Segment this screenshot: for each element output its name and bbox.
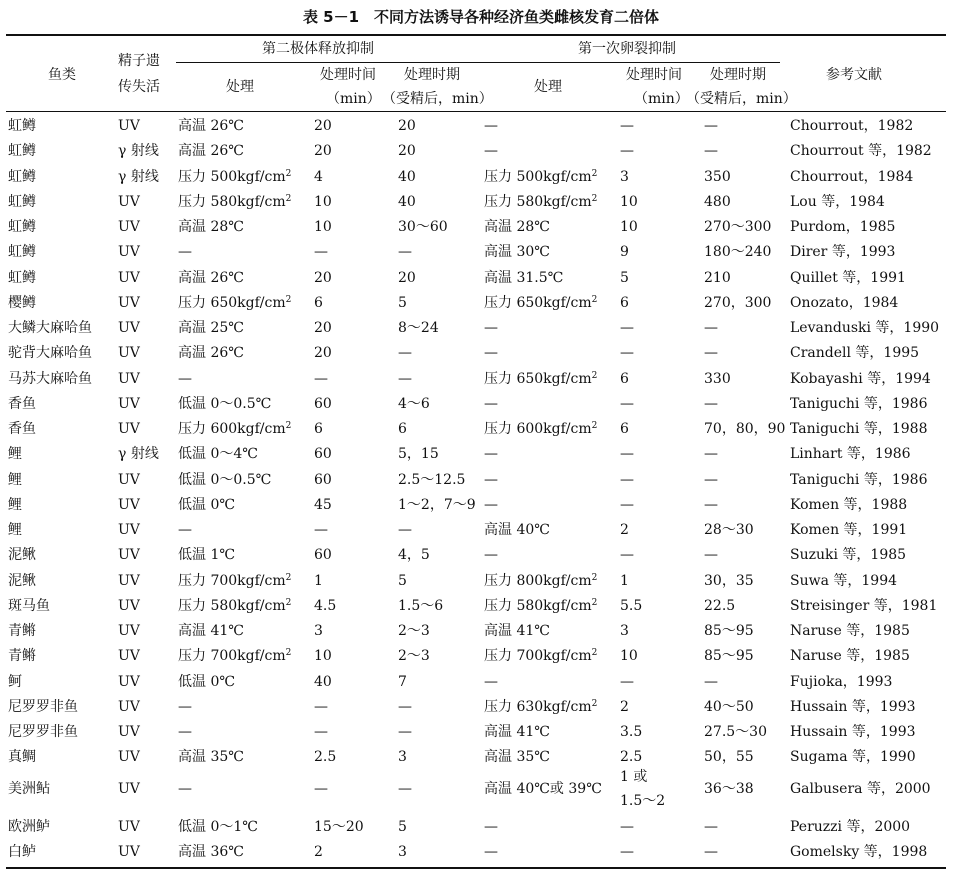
cell-reference: Peruzzi 等，2000 — [790, 819, 911, 835]
cell-treatment-1: 低温 0℃ — [178, 496, 236, 513]
cell-duration-1: 15～20 — [314, 819, 364, 835]
cell-timing-1: 2～3 — [398, 623, 430, 639]
cell-timing-1: 30～60 — [398, 219, 448, 235]
cell-treatment-2: 高温 35℃ — [484, 749, 550, 766]
cell-duration-1: — — [314, 522, 328, 538]
cell-sperm: UV — [118, 547, 140, 564]
cell-sperm: UV — [118, 118, 140, 134]
cell-treatment-1: 高温 26℃ — [178, 269, 244, 286]
cell-duration-2: — — [620, 345, 634, 362]
cell-duration-2: 2 — [620, 698, 629, 715]
cell-sperm: UV — [118, 244, 140, 261]
cell-reference: Hussain 等，1993 — [790, 724, 916, 740]
cell-duration-2: 10 — [620, 648, 638, 665]
cell-reference: Fujioka，1993 — [790, 673, 893, 690]
cell-timing-1: 4～6 — [398, 395, 430, 412]
cell-sperm: UV — [118, 421, 140, 437]
cell-fish: 虹鳟 — [8, 193, 36, 210]
cell-duration-1: 60 — [314, 471, 332, 488]
header-group-first-cleavage: 第一次卵裂抑制 — [578, 41, 676, 57]
cell-reference: Kobayashi 等，1994 — [790, 370, 931, 387]
cell-treatment-1: 压力 $700kgf/cm^2$ — [178, 648, 292, 665]
cell-reference: Naruse 等，1985 — [790, 648, 910, 665]
cell-timing-1: 40 — [398, 168, 416, 185]
cell-sperm: UV — [118, 572, 140, 589]
cell-duration-2-line2: 1.5～2 — [620, 793, 666, 809]
cell-fish: 泥鳅 — [8, 572, 36, 589]
cell-fish: 鲄 — [8, 673, 22, 690]
cell-duration-2: 2 — [620, 522, 629, 538]
cell-treatment-2: 压力 $630kgf/cm^2$ — [484, 698, 598, 715]
cell-fish: 虹鳟 — [8, 244, 36, 261]
cell-reference: Gomelsky 等，1998 — [790, 844, 928, 860]
cell-duration-1: 40 — [314, 673, 332, 690]
cell-timing-1: — — [398, 244, 412, 261]
cell-timing-1: 5 — [398, 294, 407, 311]
cell-treatment-2: 高温 41℃ — [484, 623, 550, 639]
cell-treatment-1: 高温 35℃ — [178, 749, 244, 766]
cell-reference: Lou 等，1984 — [790, 193, 885, 210]
cell-timing-2: — — [704, 547, 718, 564]
cell-sperm: UV — [118, 522, 140, 538]
cell-duration-1: 60 — [314, 395, 332, 412]
cell-duration-1: 6 — [314, 294, 323, 311]
header-timing-2-line2: （受精后，min） — [686, 91, 797, 107]
cell-sperm: UV — [118, 597, 140, 614]
cell-timing-1: — — [398, 345, 412, 362]
cell-treatment-1: 高温 41℃ — [178, 623, 244, 639]
cell-timing-1: — — [398, 724, 412, 740]
cell-fish: 尼罗罗非鱼 — [8, 698, 78, 715]
cell-sperm: UV — [118, 673, 140, 690]
cell-fish: 斑马鱼 — [8, 597, 50, 614]
cell-duration-1: 4 — [314, 168, 323, 185]
cell-fish: 尼罗罗非鱼 — [8, 724, 78, 740]
cell-timing-2: — — [704, 471, 718, 488]
cell-reference: Crandell 等，1995 — [790, 345, 920, 362]
cell-reference: Hussain 等，1993 — [790, 698, 916, 715]
cell-treatment-1: 低温 0～0.5℃ — [178, 471, 272, 488]
cell-sperm: UV — [118, 623, 140, 639]
cell-duration-2: 10 — [620, 193, 638, 210]
cell-treatment-2: 压力 $580kgf/cm^2$ — [484, 193, 598, 210]
cell-timing-2: 85～95 — [704, 648, 754, 665]
cell-treatment-2: — — [484, 345, 498, 362]
header-fish: 鱼类 — [48, 67, 76, 83]
cell-reference: Sugama 等，1990 — [790, 749, 916, 766]
cell-timing-2: — — [704, 118, 718, 134]
cell-duration-1: — — [314, 724, 328, 740]
cell-duration-1: — — [314, 698, 328, 715]
cell-timing-2: — — [704, 673, 718, 690]
cell-sperm: UV — [118, 781, 140, 797]
cell-duration-2: — — [620, 118, 634, 134]
cell-timing-2: — — [704, 395, 718, 412]
cell-treatment-1: 压力 $700kgf/cm^2$ — [178, 572, 292, 589]
cell-treatment-1: — — [178, 370, 192, 387]
cell-timing-2: — — [704, 819, 718, 835]
cell-fish: 香鱼 — [8, 421, 36, 437]
cell-timing-1: 1.5～6 — [398, 597, 444, 614]
cell-fish: 青鳉 — [8, 648, 36, 665]
cell-fish: 香鱼 — [8, 395, 36, 412]
cell-timing-1: — — [398, 698, 412, 715]
cell-reference: Komen 等，1988 — [790, 496, 908, 513]
cell-timing-1: 6 — [398, 421, 407, 437]
cell-fish: 马苏大麻哈鱼 — [8, 370, 92, 387]
cell-duration-2: — — [620, 547, 634, 564]
header-sperm-line1: 精子遗 — [118, 53, 160, 69]
cell-treatment-2: 压力 $700kgf/cm^2$ — [484, 648, 598, 665]
header-group-second-polar-body: 第二极体释放抑制 — [262, 41, 374, 57]
cell-treatment-1: 压力 $580kgf/cm^2$ — [178, 597, 292, 614]
cell-sperm: UV — [118, 648, 140, 665]
cell-sperm: γ 射线 — [118, 143, 159, 160]
cell-duration-2: 6 — [620, 421, 629, 437]
cell-sperm: UV — [118, 844, 140, 860]
cell-duration-1: 10 — [314, 648, 332, 665]
cell-sperm: UV — [118, 294, 140, 311]
cell-treatment-1: — — [178, 244, 192, 261]
cell-treatment-2: — — [484, 673, 498, 690]
cell-reference: Suzuki 等，1985 — [790, 547, 907, 564]
cell-treatment-2: 压力 $650kgf/cm^2$ — [484, 370, 598, 387]
cell-duration-1: 60 — [314, 547, 332, 564]
cell-duration-1: 2.5 — [314, 749, 337, 766]
cell-treatment-1: — — [178, 724, 192, 740]
cell-treatment-1: 高温 36℃ — [178, 844, 244, 860]
cell-duration-2: 10 — [620, 219, 638, 235]
cell-reference: Chourrout，1984 — [790, 168, 914, 185]
cell-timing-2: — — [704, 143, 718, 160]
cell-sperm: UV — [118, 749, 140, 766]
cell-reference: Levanduski 等，1990 — [790, 320, 940, 336]
cell-sperm: UV — [118, 269, 140, 286]
cell-duration-2: 9 — [620, 244, 629, 261]
group1-underline — [176, 62, 482, 63]
cell-fish: 欧洲鲈 — [8, 819, 50, 835]
cell-timing-2: 27.5～30 — [704, 724, 767, 740]
cell-fish: 虹鳟 — [8, 118, 36, 134]
cell-treatment-1: 低温 0～0.5℃ — [178, 395, 272, 412]
cell-treatment-1: 压力 $600kgf/cm^2$ — [178, 421, 292, 437]
cell-timing-2: 210 — [704, 269, 731, 286]
header-treatment-2: 处理 — [534, 79, 562, 95]
cell-treatment-2: — — [484, 496, 498, 513]
cell-timing-2: 85～95 — [704, 623, 754, 639]
cell-treatment-2: 压力 $600kgf/cm^2$ — [484, 421, 598, 437]
cell-treatment-1: 低温 0℃ — [178, 673, 236, 690]
header-duration-2-line1: 处理时间 — [626, 67, 682, 83]
cell-treatment-2: — — [484, 395, 498, 412]
cell-duration-1: — — [314, 370, 328, 387]
cell-timing-2: — — [704, 844, 718, 860]
cell-treatment-1: 低温 0～1℃ — [178, 819, 258, 835]
cell-fish: 青鳉 — [8, 623, 36, 639]
cell-sperm: UV — [118, 370, 140, 387]
cell-duration-2: 3.5 — [620, 724, 643, 740]
cell-timing-1: 20 — [398, 269, 416, 286]
cell-duration-1: 2 — [314, 844, 323, 860]
cell-reference: Komen 等，1991 — [790, 522, 908, 538]
cell-treatment-2: — — [484, 320, 498, 336]
cell-timing-2: — — [704, 496, 718, 513]
cell-timing-2: — — [704, 446, 718, 463]
cell-sperm: UV — [118, 724, 140, 740]
cell-timing-2: 330 — [704, 370, 731, 387]
cell-sperm: UV — [118, 345, 140, 362]
cell-duration-2: — — [620, 395, 634, 412]
cell-duration-1: 20 — [314, 143, 332, 160]
cell-fish: 虹鳟 — [8, 168, 36, 185]
cell-reference: Chourrout 等，1982 — [790, 143, 932, 160]
cell-reference: Onozato，1984 — [790, 294, 899, 311]
cell-fish: 泥鳅 — [8, 547, 36, 564]
cell-treatment-2: 压力 $650kgf/cm^2$ — [484, 294, 598, 311]
cell-timing-2: — — [704, 320, 718, 336]
bottom-rule — [6, 867, 946, 869]
cell-fish: 樱鳟 — [8, 294, 36, 311]
cell-timing-2: 480 — [704, 193, 731, 210]
cell-fish: 大鳞大麻哈鱼 — [8, 320, 92, 336]
cell-duration-1: 6 — [314, 421, 323, 437]
cell-reference: Chourrout，1982 — [790, 118, 914, 134]
cell-reference: Taniguchi 等，1986 — [790, 395, 928, 412]
cell-reference: Streisinger 等，1981 — [790, 597, 938, 614]
cell-timing-2: 350 — [704, 168, 731, 185]
cell-duration-2: — — [620, 446, 634, 463]
cell-duration-1: 10 — [314, 219, 332, 235]
cell-timing-1: 2.5～12.5 — [398, 471, 466, 488]
cell-treatment-2: — — [484, 446, 498, 463]
cell-timing-2: 270～300 — [704, 219, 772, 235]
cell-treatment-2: — — [484, 143, 498, 160]
cell-treatment-1: — — [178, 522, 192, 538]
cell-duration-1: 1 — [314, 572, 323, 589]
cell-timing-2: 22.5 — [704, 597, 736, 614]
cell-duration-2: 1 — [620, 572, 629, 589]
cell-fish: 美洲鲇 — [8, 781, 50, 797]
cell-timing-2: 270，300 — [704, 294, 772, 311]
header-timing-1-line1: 处理时期 — [404, 67, 460, 83]
cell-duration-2: — — [620, 844, 634, 860]
header-duration-1-line2: （min） — [326, 91, 381, 107]
cell-treatment-1: 低温 0～4℃ — [178, 446, 258, 463]
cell-timing-2: 70，80，90 — [704, 421, 786, 437]
cell-treatment-2: 高温 28℃ — [484, 219, 550, 235]
cell-timing-2: 180～240 — [704, 244, 772, 261]
cell-treatment-2: 高温 31.5℃ — [484, 269, 564, 286]
cell-timing-2: 36～38 — [704, 781, 754, 797]
cell-treatment-2: 压力 $580kgf/cm^2$ — [484, 597, 598, 614]
cell-timing-1: 7 — [398, 673, 407, 690]
cell-duration-2: 5.5 — [620, 597, 643, 614]
cell-duration-2: 6 — [620, 294, 629, 311]
cell-timing-1: 1～2，7～9 — [398, 496, 476, 513]
cell-sperm: UV — [118, 496, 140, 513]
cell-timing-1: — — [398, 522, 412, 538]
cell-sperm: UV — [118, 320, 140, 336]
cell-timing-1: 8～24 — [398, 320, 439, 336]
group2-underline — [482, 62, 780, 63]
cell-sperm: UV — [118, 395, 140, 412]
cell-timing-1: 20 — [398, 118, 416, 134]
cell-timing-1: 40 — [398, 193, 416, 210]
cell-sperm: UV — [118, 193, 140, 210]
cell-treatment-2: — — [484, 118, 498, 134]
cell-fish: 白鲈 — [8, 844, 36, 860]
cell-timing-1: 20 — [398, 143, 416, 160]
cell-duration-1: 20 — [314, 320, 332, 336]
cell-reference: Suwa 等，1994 — [790, 572, 898, 589]
cell-duration-2: 5 — [620, 269, 629, 286]
cell-treatment-1: 高温 28℃ — [178, 219, 244, 235]
cell-fish: 驼背大麻哈鱼 — [8, 345, 92, 362]
cell-duration-1: 3 — [314, 623, 323, 639]
cell-duration-1: 20 — [314, 269, 332, 286]
cell-treatment-1: 压力 $580kgf/cm^2$ — [178, 193, 292, 210]
cell-duration-1: 10 — [314, 193, 332, 210]
cell-treatment-2: 高温 41℃ — [484, 724, 550, 740]
header-timing-1-line2: （受精后，min） — [382, 91, 493, 107]
cell-timing-1: 5 — [398, 572, 407, 589]
cell-treatment-1: — — [178, 698, 192, 715]
cell-duration-2: — — [620, 819, 634, 835]
cell-treatment-2: 高温 40℃ — [484, 522, 550, 538]
cell-fish: 真鲷 — [8, 749, 36, 766]
cell-timing-2: 28～30 — [704, 522, 754, 538]
header-reference: 参考文献 — [826, 67, 882, 83]
cell-treatment-2: — — [484, 547, 498, 564]
cell-treatment-1: 高温 26℃ — [178, 143, 244, 160]
cell-duration-1: — — [314, 244, 328, 261]
cell-treatment-1: 高温 26℃ — [178, 345, 244, 362]
cell-timing-1: 5 — [398, 819, 407, 835]
cell-duration-2: — — [620, 673, 634, 690]
cell-timing-2: — — [704, 345, 718, 362]
cell-treatment-1: 压力 $500kgf/cm^2$ — [178, 168, 292, 185]
cell-timing-1: 3 — [398, 844, 407, 860]
cell-fish: 鲤 — [8, 522, 22, 538]
cell-timing-1: 3 — [398, 749, 407, 766]
cell-timing-2: 50，55 — [704, 749, 754, 766]
cell-fish: 鲤 — [8, 496, 22, 513]
cell-duration-1: 4.5 — [314, 597, 337, 614]
cell-reference: Galbusera 等，2000 — [790, 781, 931, 797]
cell-treatment-2: 压力 $800kgf/cm^2$ — [484, 572, 598, 589]
cell-reference: Taniguchi 等，1986 — [790, 471, 928, 488]
cell-fish: 鲤 — [8, 446, 22, 463]
cell-fish: 虹鳟 — [8, 143, 36, 160]
cell-sperm: UV — [118, 698, 140, 715]
header-duration-2-line2: （min） — [634, 91, 689, 107]
cell-reference: Direr 等，1993 — [790, 244, 896, 261]
cell-treatment-1: 高温 25℃ — [178, 320, 244, 336]
header-rule — [6, 111, 946, 112]
cell-duration-2: — — [620, 143, 634, 160]
cell-duration-2: — — [620, 320, 634, 336]
cell-treatment-1: 压力 $650kgf/cm^2$ — [178, 294, 292, 311]
cell-sperm: UV — [118, 219, 140, 235]
cell-treatment-1: 高温 26℃ — [178, 118, 244, 134]
cell-duration-1: 20 — [314, 345, 332, 362]
cell-sperm: γ 射线 — [118, 168, 159, 185]
cell-timing-2: 40～50 — [704, 698, 754, 715]
cell-timing-1: — — [398, 370, 412, 387]
cell-duration-2: — — [620, 471, 634, 488]
cell-treatment-1: 低温 1℃ — [178, 547, 236, 564]
cell-fish: 虹鳟 — [8, 269, 36, 286]
cell-duration-1: 60 — [314, 446, 332, 463]
cell-timing-2: 30，35 — [704, 572, 754, 589]
top-rule — [6, 34, 946, 36]
cell-reference: Taniguchi 等，1988 — [790, 421, 928, 437]
cell-fish: 鲤 — [8, 471, 22, 488]
cell-duration-2: 3 — [620, 168, 629, 185]
cell-treatment-2: — — [484, 471, 498, 488]
table-title: 表 5－1 不同方法诱导各种经济鱼类雌核发育二倍体 — [302, 8, 660, 26]
cell-timing-1: 2～3 — [398, 648, 430, 665]
cell-fish: 虹鳟 — [8, 219, 36, 235]
cell-duration-2-line1: 1 或 — [620, 769, 648, 785]
header-treatment-1: 处理 — [226, 79, 254, 95]
cell-sperm: UV — [118, 471, 140, 488]
cell-duration-2: 3 — [620, 623, 629, 639]
cell-timing-1: 5，15 — [398, 446, 439, 463]
header-sperm-line2: 传失活 — [118, 79, 160, 95]
cell-treatment-2: 高温 30℃ — [484, 244, 550, 261]
cell-duration-1: — — [314, 781, 328, 797]
cell-reference: Naruse 等，1985 — [790, 623, 910, 639]
header-timing-2-line1: 处理时期 — [710, 67, 766, 83]
cell-duration-2: 6 — [620, 370, 629, 387]
cell-treatment-2: — — [484, 819, 498, 835]
cell-sperm: UV — [118, 819, 140, 835]
cell-sperm: γ 射线 — [118, 446, 159, 463]
cell-duration-1: 20 — [314, 118, 332, 134]
cell-treatment-1: — — [178, 781, 192, 797]
cell-treatment-2: — — [484, 844, 498, 860]
cell-reference: Linhart 等，1986 — [790, 446, 911, 463]
cell-treatment-2: 高温 40℃或 39℃ — [484, 781, 602, 797]
cell-duration-2: — — [620, 496, 634, 513]
cell-timing-1: 4，5 — [398, 547, 430, 564]
cell-treatment-2: 压力 $500kgf/cm^2$ — [484, 168, 598, 185]
header-duration-1-line1: 处理时间 — [320, 67, 376, 83]
cell-reference: Quillet 等，1991 — [790, 269, 906, 286]
cell-duration-1: 45 — [314, 496, 332, 513]
cell-reference: Purdom，1985 — [790, 219, 896, 235]
cell-timing-1: — — [398, 781, 412, 797]
cell-duration-2: 2.5 — [620, 749, 643, 766]
